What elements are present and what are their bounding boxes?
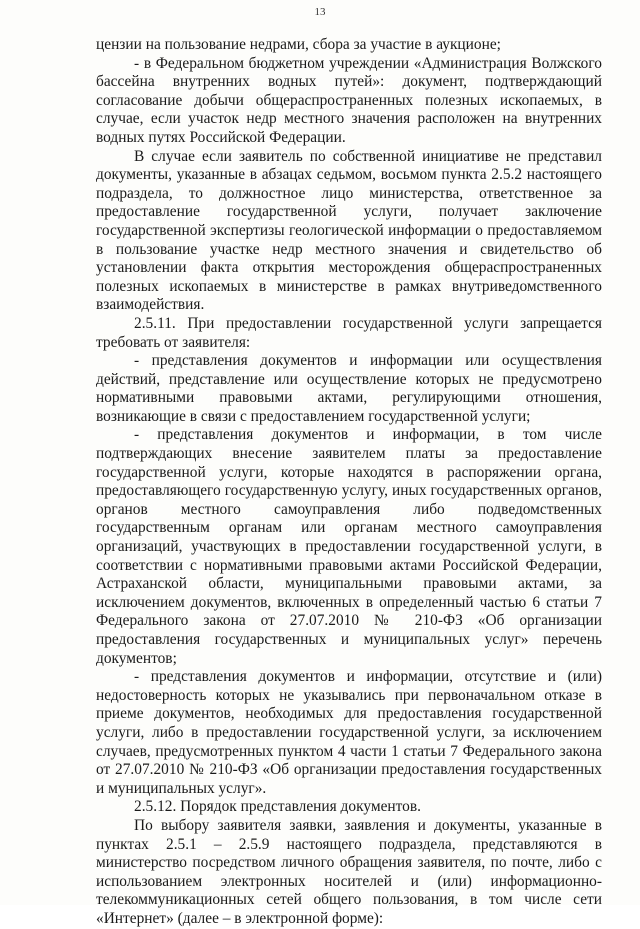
paragraph: 2.5.11. При предоставлении государственной услуги запрещается требовать от заявителя: [96, 314, 602, 351]
paragraph: 2.5.12. Порядок представления документов. [134, 798, 421, 816]
page-number: 13 [314, 6, 326, 18]
paragraph: - представления документов и информации, отсутствие и (или) недостоверность которых не указывались при первоначальном отказе в приеме документов, необходимых для предоставления государственной услуги, либо в предоставлении государственной услуги, за исключением случаев, предусмотренных пунктом 4 части 1 статьи 7 Федерального закона от 27.07.2010 № 210-ФЗ «Об организации предоставления государственных и муниципальных услуг». [96, 668, 602, 797]
document-body [96, 36, 602, 929]
paragraph: По выбору заявителя заявки, заявления и документы, указанные в пунктах 2.5.1 – 2.5.9 настоящего подраздела, представляются в министерство посредством личного обращения заявителя, по почте, либо с использованием электронных носителей и (или) информационно-телекоммуникационных сетей общего пользования, в том числе сети «Интернет» (далее – в электронной форме): [96, 816, 602, 927]
paragraph: - представления документов и информации, в том числе подтверждающих внесение заявителем платы за предоставление государственной услуги, которые находятся в распоряжении органа, предоставляющего государственную услугу, иных государственных органов, органов местного самоуправления либо подведомственных государственным органам или органам местного самоуправления организаций, участвующих в предоставлении государственной услуги, в соответствии с нормативными правовыми актами Российской Федерации, Астраханской области, муниципальными правовыми актами, за исключением документов, включенных в определенный частью 6 статьи 7 Федерального закона от 27.07.2010 № 210-ФЗ «Об организации предоставления государственных и муниципальных услуг» перечень документов; [96, 426, 602, 667]
paragraph: В случае если заявитель по собственной инициативе не представил документы, указанные в абзацах седьмом, восьмом пункта 2.5.2 настоящего подраздела, то должностное лицо министерства, ответственное за предоставление государственной услуги, получает заключение государственной экспертизы геологической информации о предоставляемом в пользование участке недр местного значения и свидетельство об установлении факта открытия месторождения общераспространенных полезных ископаемых в министерстве в рамках внутриведомственного взаимодействия. [96, 147, 602, 314]
paragraph: цензии на пользование недрами, сбора за участие в аукционе; [96, 36, 501, 53]
paragraph: - представления документов и информации или осуществления действий, представление или осуществление которых не предусмотрено нормативными правовыми актами, регулирующими отношения, возникающие в связи с предоставлением государственной услуги; [96, 352, 602, 425]
paragraph: - в Федеральном бюджетном учреждении «Администрация Волжского бассейна внутренних водных путей»: документ, подтверждающий согласование добычи общераспространенных полезных ископаемых, в случае, если участок недр местного значения расположен на внутренних водных путях Российской Федерации. [96, 54, 602, 146]
